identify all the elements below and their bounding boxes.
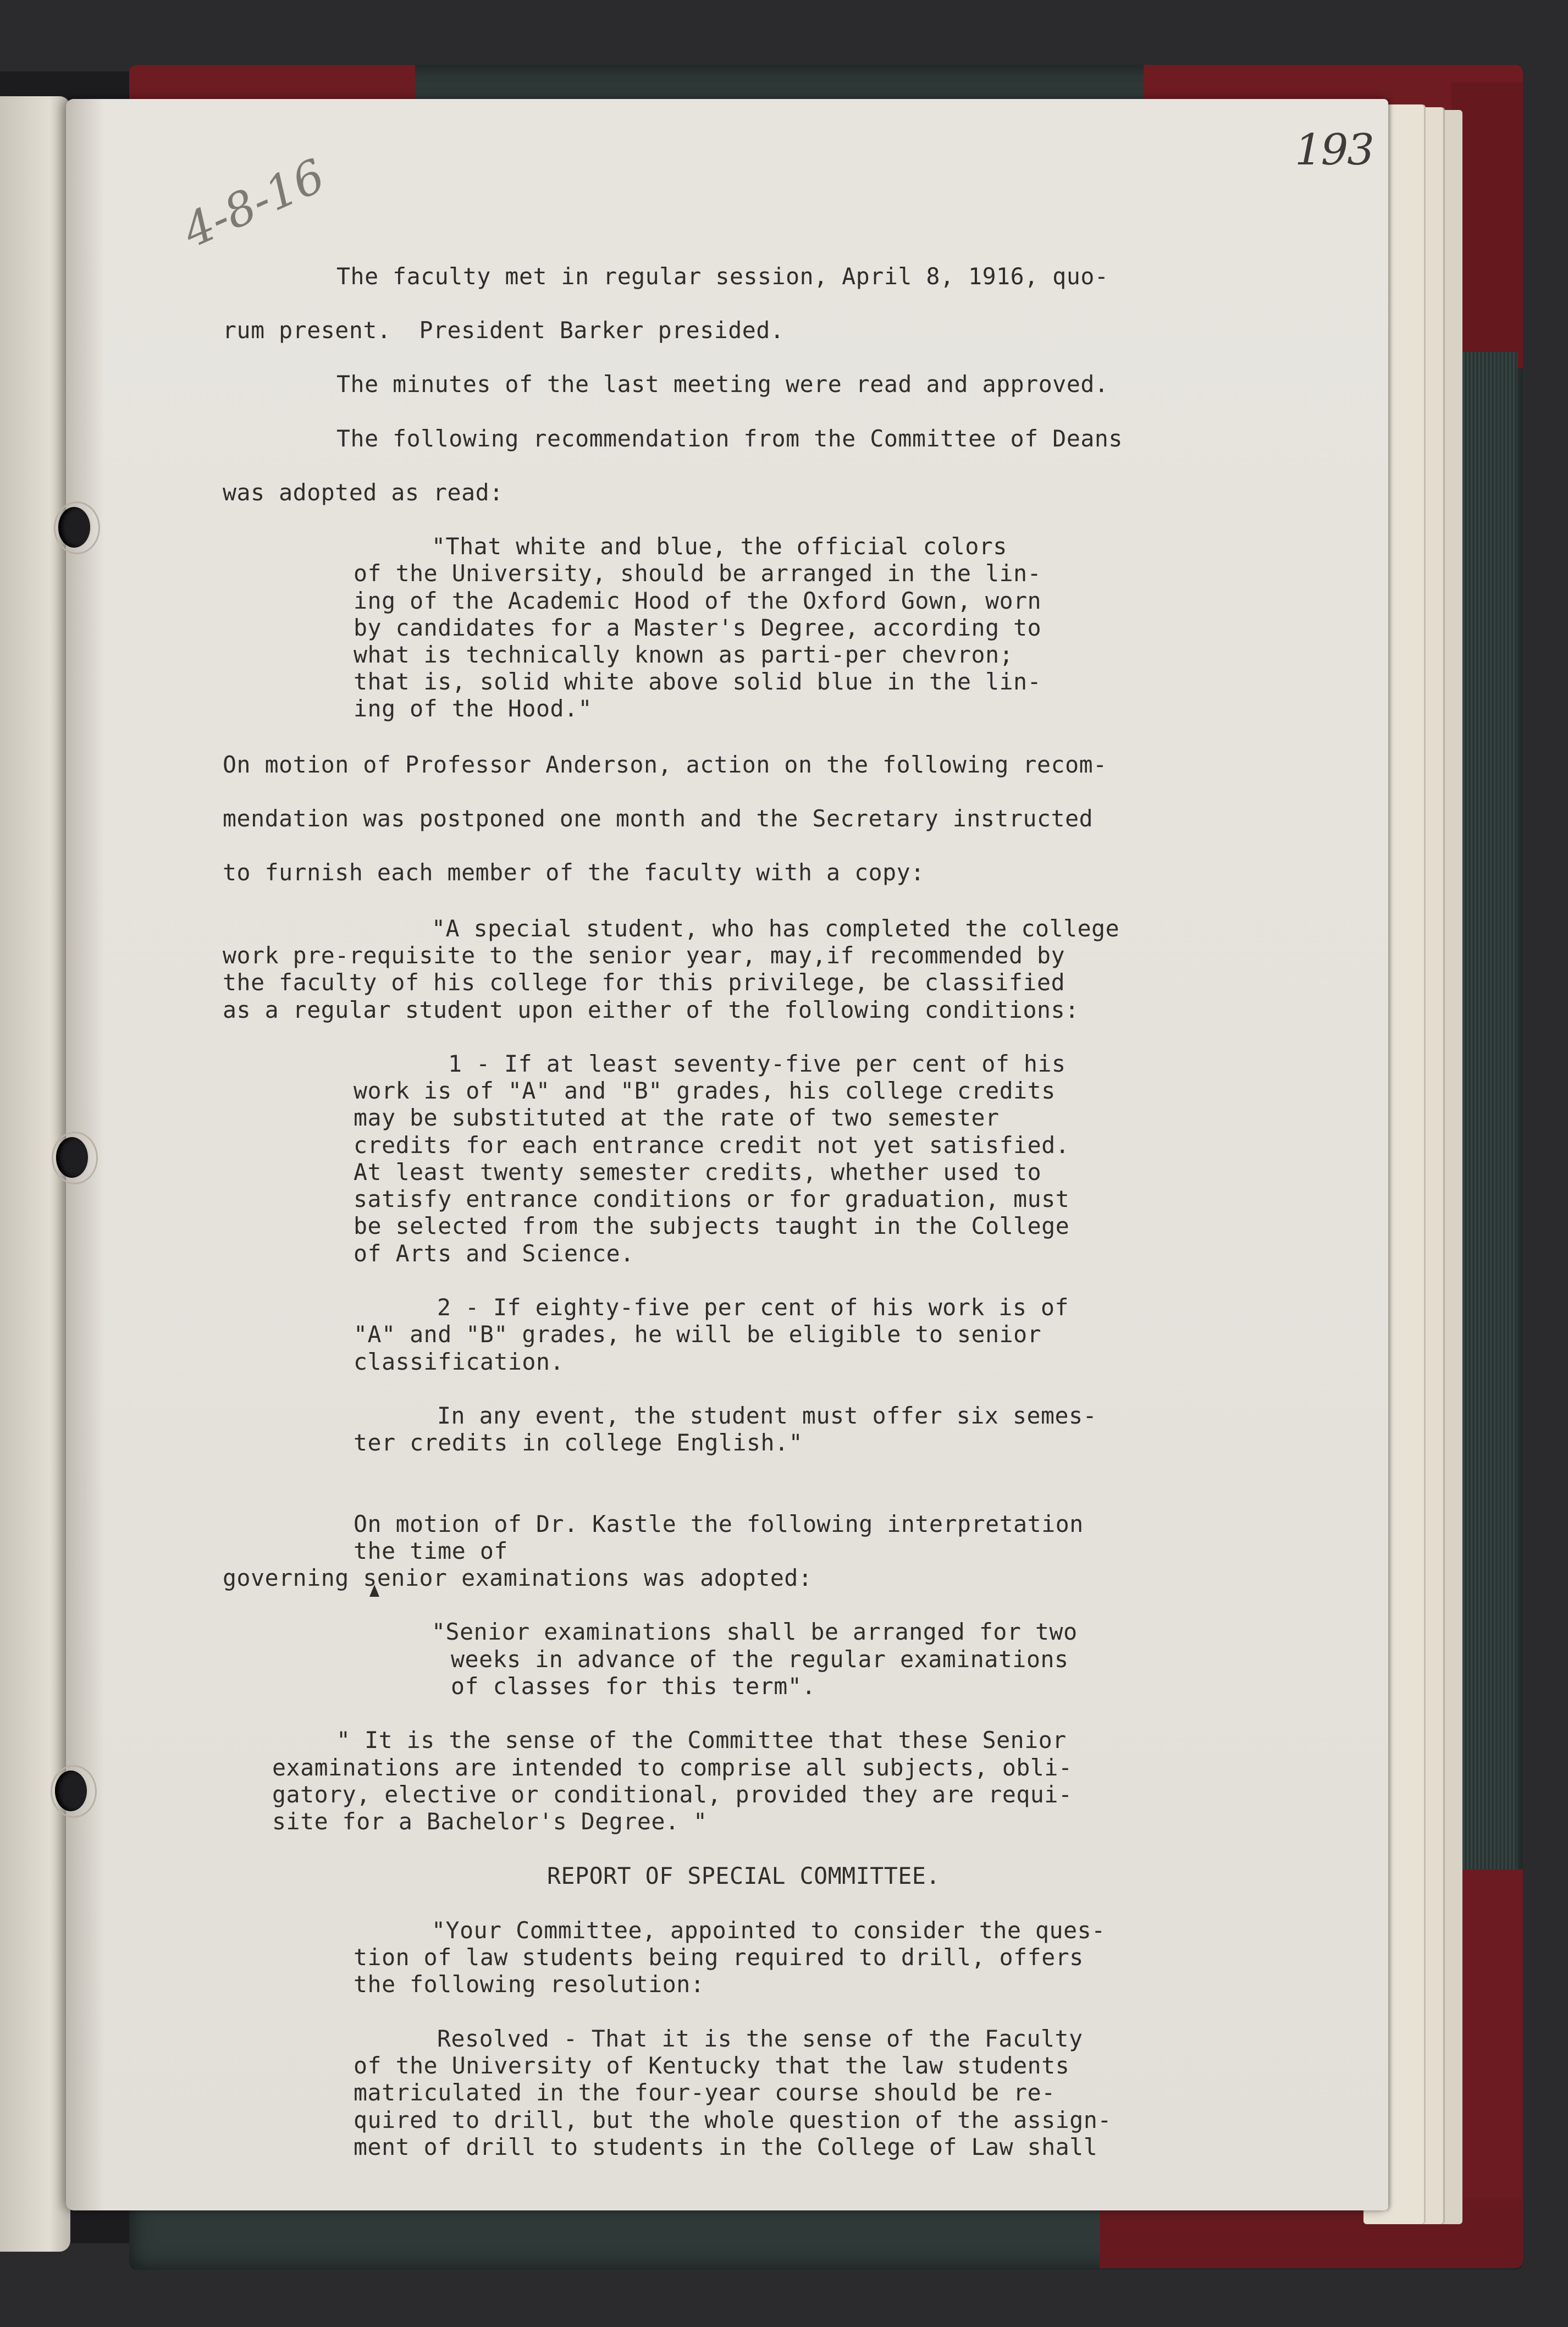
condition-2-line: classification. xyxy=(354,1348,565,1375)
resolution-line: of the University of Kentucky that the law students xyxy=(354,2052,1070,2079)
kastle-motion-insertion: the time of xyxy=(354,1537,508,1564)
condition-1-line: satisfy entrance conditions or for graduation, must xyxy=(354,1185,1070,1212)
approval-line: The minutes of the last meeting were read and approved. xyxy=(336,371,1109,398)
punch-hole xyxy=(58,507,90,548)
senior-exams-line: "Senior examinations shall be arranged for two xyxy=(432,1618,1078,1645)
special-student-line: as a regular student upon either of the following conditions: xyxy=(223,996,1079,1023)
english-requirement-line: ter credits in college English." xyxy=(354,1429,803,1456)
colors-resolution-line: "That white and blue, the official colors xyxy=(432,533,1007,560)
colors-resolution-line: of the University, should be arranged in the lin- xyxy=(354,560,1042,587)
deans-intro-line: was adopted as read: xyxy=(223,479,504,506)
resolution-line: quired to drill, but the whole question of the assign- xyxy=(354,2107,1112,2133)
colors-resolution-line: by candidates for a Master's Degree, according to xyxy=(354,614,1042,641)
opening-line: The faculty met in regular session, April 8, 1916, quo- xyxy=(336,263,1109,290)
condition-2-line: 2 - If eighty-five per cent of his work is of xyxy=(437,1294,1069,1321)
committee-report-line: "Your Committee, appointed to consider the ques- xyxy=(432,1917,1106,1944)
resolution-line: Resolved - That it is the sense of the Faculty xyxy=(437,2025,1083,2052)
condition-1-line: credits for each entrance credit not yet satisfied. xyxy=(354,1132,1070,1159)
condition-1-line: At least twenty semester credits, whether used to xyxy=(354,1159,1042,1185)
english-requirement-line: In any event, the student must offer six semes- xyxy=(437,1402,1097,1429)
committee-sense-line: site for a Bachelor's Degree. " xyxy=(272,1808,708,1835)
senior-exams-line: of classes for this term". xyxy=(451,1673,816,1700)
senior-exams-line: weeks in advance of the regular examinations xyxy=(451,1646,1069,1673)
colors-resolution-line: that is, solid white above solid blue in the lin- xyxy=(354,668,1042,695)
insertion-caret xyxy=(369,1585,379,1597)
committee-report-line: the following resolution: xyxy=(354,1971,705,1998)
opening-line: rum present. President Barker presided. xyxy=(223,317,785,344)
margin-date: 4-8-16 xyxy=(175,148,333,258)
colors-resolution-line: ing of the Hood." xyxy=(354,695,593,722)
committee-sense-line: " It is the sense of the Committee that these Senior xyxy=(336,1727,1067,1753)
condition-1-line: work is of "A" and "B" grades, his college credits xyxy=(354,1077,1056,1104)
colors-resolution-line: what is technically known as parti-per chevron; xyxy=(354,641,1014,668)
committee-sense-line: gatory, elective or conditional, provided they are requi- xyxy=(272,1781,1073,1808)
condition-2-line: "A" and "B" grades, he will be eligible to senior xyxy=(354,1321,1042,1348)
special-student-line: the faculty of his college for this privilege, be classified xyxy=(223,969,1065,996)
condition-1-line: be selected from the subjects taught in the College xyxy=(354,1212,1070,1239)
committee-sense-line: examinations are intended to comprise all subjects, obli- xyxy=(272,1754,1073,1781)
committee-report-line: tion of law students being required to drill, offers xyxy=(354,1944,1084,1971)
anderson-motion-line: mendation was postponed one month and the Secretary instructed xyxy=(223,805,1094,832)
anderson-motion-line: On motion of Professor Anderson, action on the following recom- xyxy=(223,751,1107,778)
punch-hole xyxy=(55,1771,87,1811)
special-student-line: "A special student, who has completed the college xyxy=(432,915,1120,942)
anderson-motion-line: to furnish each member of the faculty with a copy: xyxy=(223,859,925,886)
kastle-motion-line: governing senior examinations was adopted: xyxy=(223,1564,813,1591)
colors-resolution-line: ing of the Academic Hood of the Oxford Gown, worn xyxy=(354,587,1042,614)
punch-hole xyxy=(56,1137,88,1178)
condition-1-line: of Arts and Science. xyxy=(354,1240,634,1267)
deans-intro-line: The following recommendation from the Committee of Deans xyxy=(336,425,1123,452)
page-number: 193 xyxy=(1295,125,1373,175)
resolution-line: ment of drill to students in the College of Law shall xyxy=(354,2133,1098,2160)
special-committee-heading: REPORT OF SPECIAL COMMITTEE. xyxy=(547,1862,940,1889)
resolution-line: matriculated in the four-year course should be re- xyxy=(354,2079,1056,2106)
condition-1-line: 1 - If at least seventy-five per cent of his xyxy=(448,1050,1066,1077)
condition-1-line: may be substituted at the rate of two semester xyxy=(354,1104,1000,1131)
special-student-line: work pre-requisite to the senior year, may,if recommended by xyxy=(223,942,1065,969)
kastle-motion-line: On motion of Dr. Kastle the following interpretation xyxy=(354,1510,1084,1537)
